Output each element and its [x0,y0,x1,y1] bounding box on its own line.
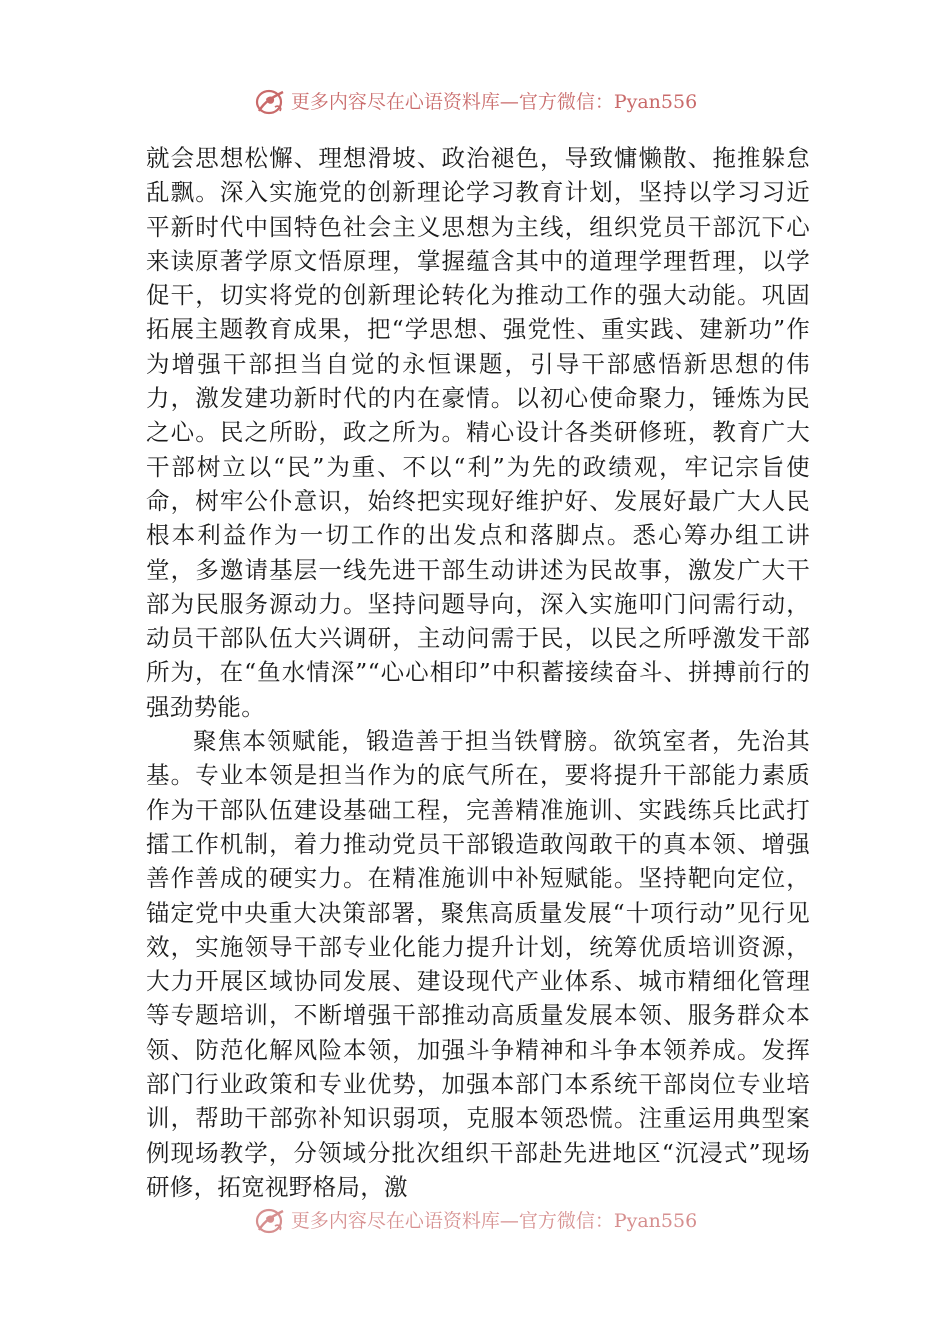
footer-watermark [0,1205,950,1236]
paragraph-continued: 就会思想松懈、理想滑坡、政治褪色，导致慵懒散、拖推躲怠乱飘。深入实施党的创新理论学习教育计划，坚持以学习习近平新时代中国特色社会主义思想为主线，组织党员干部沉下心来读原著学原文悟原理，掌握蕴含其中的道理学理哲理，以学促干，切实将党的创新理论转化为推动工作的强大动能。巩固拓展主题教育成果，把“学思想、强党性、重实践、建新功”作为增强干部担当自觉的永恒课题，引导干部感悟新思想的伟力，激发建功新时代的内在豪情。以初心使命聚力，锤炼为民之心。民之所盼，政之所为。精心设计各类研修班，教育广大干部树立以“民”为重、不以“利”为先的政绩观，牢记宗旨使命，树牢公仆意识，始终把实现好维护好、发展好最广大人民根本利益作为一切工作的出发点和落脚点。悉心筹办组工讲堂，多邀请基层一线先进干部生动讲述为民故事，激发广大干部为民服务源动力。坚持问题导向，深入实施叩门问需行动，动员干部队伍大兴调研，主动问需于民，以民之所呼激发干部所为，在“鱼水情深”“心心相印”中积蓄接续奋斗、拼搏前行的强劲势能。 [146,144,810,721]
header-watermark-text: 更多内容尽在心语资料库—官方微信：Pyan556 [290,91,698,113]
footer-watermark-text: 更多内容尽在心语资料库—官方微信：Pyan556 [290,1210,698,1232]
header-watermark [0,86,950,117]
paragraph-skills-empowerment: 聚焦本领赋能，锻造善于担当铁臂膀。欲筑室者，先治其基。专业本领是担当作为的底气所在，要将提升干部能力素质作为干部队伍建设基础工程，完善精准施训、实践练兵比武打擂工作机制，着力推动党员干部锻造敢闯敢干的真本领、增强善作善成的硬实力。在精准施训中补短赋能。坚持靶向定位，锚定党中央重大决策部署，聚焦高质量发展“十项行动”见行见效，实施领导干部专业化能力提升计划，统筹优质培训资源，大力开展区域协同发展、建设现代产业体系、城市精细化管理等专题培训，不断增强干部推动高质量发展本领、服务群众本领、防范化解风险本领，加强斗争精神和斗争本领养成。发挥部门行业政策和专业优势，加强本部门本系统干部岗位专业培训，帮助干部弥补知识弱项，克服本领恐慌。注重运用典型案例现场教学，分领域分批次组织干部赴先进地区“沉浸式”现场研修，拓宽视野格局，激 [146,727,810,1201]
flower-logo-icon [253,87,287,117]
flower-logo-icon [253,1206,287,1236]
document-body [146,141,810,1204]
